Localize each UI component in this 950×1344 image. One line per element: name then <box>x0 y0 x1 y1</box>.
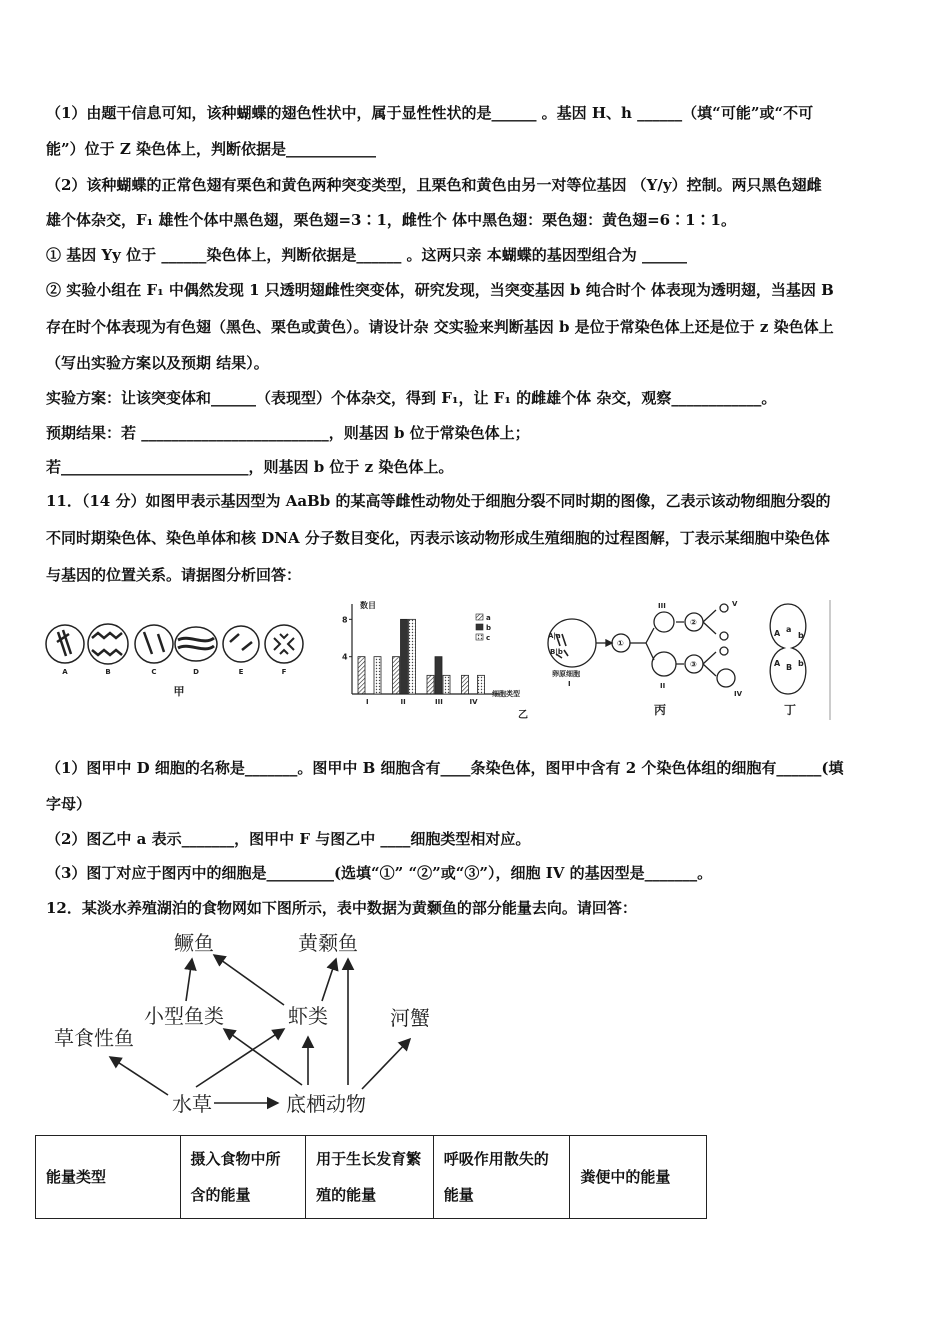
cell-label-e: E <box>238 668 244 676</box>
q10-expected-result-1: 预期结果：若 _________________________，则基因 b 位于常染色体上； <box>46 424 530 442</box>
chart-x-tick-label: IV <box>469 698 478 706</box>
q12-stem: 12．某淡水养殖湖泊的食物网如下图所示，表中数据为黄颡鱼的部分能量去向。请回答： <box>46 899 637 917</box>
cell-label-f: F <box>281 668 287 676</box>
q11-sub2: （2）图乙中 a 表示_______，图甲中 F 与图乙中 ____细胞类型相对应。 <box>46 830 531 848</box>
q11-stem-line2: 不同时期染色体、染色单体和核 DNA 分子数目变化，丙表示该动物形成生殖细胞的过程图解，丁表示某细胞中染色体 <box>46 529 830 547</box>
node-diqi-dongwu: 底栖动物 <box>286 1092 366 1116</box>
ding-gene-5: B <box>786 663 793 672</box>
chart-bar-a-I <box>358 657 365 694</box>
q10-part2-line5: 存在时个体表现为有色翅（黑色、栗色或黄色）。请设计杂 交实验来判断基因 b 是位于常染色体上还是位于 z 染色体上 <box>46 318 834 336</box>
oogonium-label: 卵原细胞 <box>552 670 580 678</box>
table-header-cell: 粪便中的能量 <box>570 1136 707 1219</box>
stage-label-iii: III <box>658 602 666 610</box>
gene-bottom-label: B|b <box>550 648 563 656</box>
node-xiaoxing-yulei: 小型鱼类 <box>144 1004 224 1028</box>
q10-part2-line4: ② 实验小组在 F₁ 中偶然发现 1 只透明翅雌性突变体，研究发现，当突变基因 b 纯合时个 体表现为透明翅，当基因 B <box>46 281 834 299</box>
node-shuicao: 水草 <box>172 1092 212 1116</box>
cell-e-icon <box>223 626 259 662</box>
chart-x-tick-label: I <box>366 698 369 706</box>
gene-top-label: A|a <box>548 632 561 640</box>
chart-legend-swatch <box>476 634 483 640</box>
chart-bar-a-IV <box>462 675 469 694</box>
chart-x-tick-label: III <box>435 698 443 706</box>
node-caoshi-xingyu: 草食性鱼 <box>54 1026 134 1050</box>
q10-expected-result-2: 若_________________________，则基因 b 位于 z 染色体上。 <box>46 458 454 476</box>
node-hexie: 河蟹 <box>390 1006 430 1030</box>
node-xialei: 虾类 <box>288 1004 328 1028</box>
cell-label-a: A <box>62 668 68 676</box>
polar-body-icon <box>720 632 728 640</box>
ding-gene-4: A <box>774 659 781 668</box>
chart-y-tick-label: 4 <box>342 652 348 662</box>
table-header-cell: 用于生长发育繁殖的能量 <box>306 1136 434 1219</box>
chart-xlabel: 细胞类型 <box>492 690 520 698</box>
node-guiyu: 鳜鱼 <box>174 931 214 955</box>
figure-bing-caption: 丙 <box>654 703 667 717</box>
q10-part2-line1: （2）该种蝴蝶的正常色翅有栗色和黄色两种突变类型，且栗色和黄色由另一对等位基因 （Y/y）控制。两只黑色翅雌 <box>46 176 822 194</box>
figure-bing-ding <box>536 598 832 722</box>
stage-iii-cell-icon <box>654 612 674 632</box>
node-huangsangyu: 黄颡鱼 <box>298 931 358 955</box>
polar-body-icon <box>720 647 728 655</box>
cell-a-icon <box>46 625 84 663</box>
table-header-cell: 摄入食物中所含的能量 <box>180 1136 306 1219</box>
q10-part2-line2: 雄个体杂交，F₁ 雄性个体中黑色翅，栗色翅=3∶1，雌性个 体中黑色翅：栗色翅：黄色翅=6∶1∶1。 <box>46 211 736 229</box>
circle-label-2: ② <box>690 618 697 627</box>
chart-bar-c-II <box>409 619 416 694</box>
chart-bar-a-II <box>393 657 400 694</box>
chart-legend-label: b <box>486 624 492 632</box>
chart-bar-c-I <box>374 657 381 694</box>
chart-legend-label: c <box>486 634 491 642</box>
q11-sub1-line2: 字母） <box>46 795 92 813</box>
figure-yi-chart <box>330 598 530 722</box>
figure-ding-caption: 丁 <box>784 703 797 717</box>
chart-legend-swatch <box>476 624 483 630</box>
cell-d-icon <box>175 627 217 661</box>
cell-c-icon <box>135 625 173 663</box>
dividing-cell-icon <box>770 604 806 694</box>
stage-label-v: V <box>732 600 738 608</box>
egg-cell-icon <box>717 669 735 687</box>
table-header-cell: 能量类型 <box>36 1136 181 1219</box>
figure-yi-caption: 乙 <box>518 710 528 721</box>
q10-part2-line6: （写出实验方案以及预期 结果）。 <box>46 354 269 372</box>
energy-table <box>35 1135 707 1219</box>
table-row <box>36 1136 707 1219</box>
ding-gene-3: b <box>798 631 804 640</box>
figure-jia <box>44 612 314 704</box>
chart-x-tick-label: II <box>400 698 406 706</box>
cell-f-icon <box>265 625 303 663</box>
oogonium-numeral: I <box>568 680 571 688</box>
ding-gene-2: a <box>786 625 792 634</box>
table-header-cell: 呼吸作用散失的能量 <box>433 1136 570 1219</box>
chart-legend-label: a <box>486 614 491 622</box>
q11-sub3: （3）图丁对应于图丙中的细胞是_________(选填“①” “②”或“③”），细胞 IV 的基因型是_______。 <box>46 864 713 882</box>
q10-experiment-plan: 实验方案：让该突变体和______（表现型）个体杂交，得到 F₁，让 F₁ 的雌雄个体 杂交，观察____________。 <box>46 389 777 407</box>
chart-bar-c-III <box>443 675 450 694</box>
cell-b-icon <box>88 624 128 664</box>
chart-ylabel: 数目 <box>360 601 376 610</box>
figure-jia-caption: 甲 <box>173 685 185 698</box>
q10-part2-line3: ① 基因 Yy 位于 ______染色体上，判断依据是______ 。这两只亲 本蝴蝶的基因型组合为 ______ <box>46 246 687 264</box>
polar-body-icon <box>720 604 728 612</box>
stage-label-ii: II <box>660 682 666 690</box>
q10-part1-line1: （1）由题干信息可知，该种蝴蝶的翅色性状中，属于显性性状的是______ 。基因 H、h ______（填“可能”或“不可 <box>46 104 814 122</box>
chart-bar-c-IV <box>478 675 485 694</box>
cell-label-d: D <box>193 668 199 676</box>
circle-label-1: ① <box>617 639 624 648</box>
ding-gene-1: A <box>774 629 781 638</box>
chart-legend-swatch <box>476 614 483 620</box>
chart-bar-a-III <box>427 675 434 694</box>
chart-y-tick-label: 8 <box>342 615 348 625</box>
q11-stem-line3: 与基因的位置关系。请据图分析回答： <box>46 566 302 584</box>
chart-bar-b-II <box>401 619 408 694</box>
stage-label-iv: IV <box>734 690 743 698</box>
q11-sub1-line1: （1）图甲中 D 细胞的名称是_______。图甲中 B 细胞含有____条染色体，图甲中含有 2 个染色体组的细胞有______(填 <box>46 759 844 777</box>
cell-label-b: B <box>105 668 111 676</box>
q11-stem-line1: 11．（14 分）如图甲表示基因型为 AaBb 的某高等雌性动物处于细胞分裂不同时期的图像，乙表示该动物细胞分裂的 <box>46 492 831 510</box>
stage-ii-cell-icon <box>652 652 676 676</box>
food-web-diagram <box>46 925 466 1120</box>
oogonium-icon <box>548 619 596 667</box>
cell-label-c: C <box>151 668 157 676</box>
circle-label-3: ③ <box>690 660 697 669</box>
q10-part1-line2: 能”）位于 Z 染色体上，判断依据是____________ <box>46 140 377 158</box>
ding-gene-6: b <box>798 659 804 668</box>
chart-bar-b-III <box>435 657 442 694</box>
